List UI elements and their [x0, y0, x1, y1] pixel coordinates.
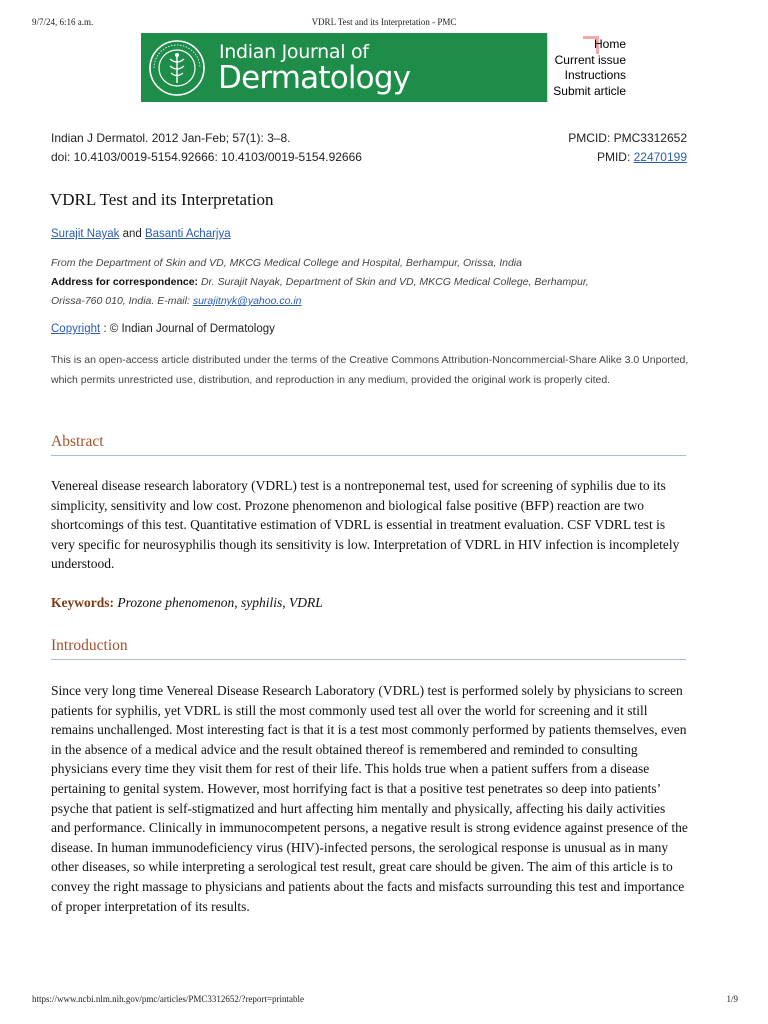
doi-line: [51, 150, 687, 164]
affiliation: From the Department of Skin and VD, MKCG Medical College and Hospital, Berhampur, Orissa, India: [51, 257, 522, 269]
journal-name-line2: Dermatology: [218, 60, 411, 96]
license-text: This is an open-access article distributed under the terms of the Creative Commons Attribution-Noncommercial-Share Alike 3.0 Unported, which permits unrestricted use, distribution, and reproduction in any medium, provided the original work is properly cited.: [51, 354, 689, 386]
print-datetime: 9/7/24, 6:16 a.m.: [32, 17, 94, 27]
copyright-text: : © Indian Journal of Dermatology: [100, 323, 275, 335]
print-url: https://www.ncbi.nlm.nih.gov/pmc/articles/PMC3312652/?report=printable: [32, 994, 304, 1004]
pmid-label: PMID:: [596, 150, 634, 164]
pmcid: PMCID: PMC3312652: [568, 131, 687, 145]
journal-seal-icon: [148, 39, 206, 97]
copyright-link[interactable]: Copyright: [51, 323, 101, 335]
keywords-line: [51, 595, 323, 611]
journal-nav: [547, 33, 627, 102]
nav-home-link[interactable]: Home: [593, 37, 626, 51]
correspondence: [51, 273, 671, 311]
introduction-text: Since very long time Venereal Disease Research Laboratory (VDRL) test is performed solely by physicians to screen patients for syphilis, yet VDRL is still the most commonly used test all over the world for screening and it still remains unchallenged. Most interesting fact is that it is a test most commonly performed by patients themselves, even in the absence of a medical advice and the result obtained thereof is remembered and reminded to consulting physicians every time they visit them for rest of their life. This holds true when a patient suffers from a disease pertaining to genital system. However, most horrifying fact is that a positive test penetrates so deep into patients’ psyche that patient is self-stigmatized and hurt affecting him mentally and physically, affecting his daily activities and performance. Clinically in immunocompetent persons, a negative result is strong evidence against presence of the disease. In human immunodeficiency virus (HIV)-infected persons, the serological response is unusual as in many other diseases, so while interpreting a serological test result, great care should be given. The aim of this article is to convey the right massage to physicians and patients about the facts and misfacts surrounding this test and importance of proper interpretation of its results.: [51, 683, 688, 914]
correspondence-line2: Orissa-760 010, India. E-mail:: [51, 295, 193, 307]
abstract-text: Venereal disease research laboratory (VDRL) test is a nontreponemal test, used for screening of syphilis due to its simplicity, sensitivity and low cost. Prozone phenomenon and biological false positive (BFP) reaction are two shortcomings of this test. Quantitative estimation of VDRL is essential in treatment evaluation. CSF VDRL test is very specific for neurosyphilis though its sensitivity is low. Interpretation of VDRL in HIV infection is incompletely understood.: [51, 478, 680, 572]
journal-banner: [141, 33, 627, 102]
keyword-vdrl: VDRL: [289, 595, 323, 610]
correspondence-label: Address for correspondence:: [51, 276, 199, 288]
keyword-prozone: Prozone phenomenon: [117, 595, 235, 610]
introduction-heading: Introduction: [51, 637, 686, 660]
copyright-line: [51, 323, 275, 335]
keyword-sep-2: ,: [282, 595, 289, 610]
nav-submit-article-link[interactable]: Submit article: [553, 83, 626, 98]
correspondence-line1: Dr. Surajit Nayak, Department of Skin and VD, MKCG Medical College, Berhampur,: [198, 276, 589, 288]
nav-instructions-link[interactable]: Instructions: [564, 68, 626, 83]
keyword-sep-1: ,: [234, 595, 241, 610]
author-separator: and: [119, 228, 145, 240]
journal-name-line1: Indian Journal of: [219, 41, 369, 63]
citation-line: [51, 131, 687, 145]
pmid: [597, 150, 687, 164]
journal-reference: Indian J Dermatol. 2012 Jan-Feb; 57(1): 3–8.: [51, 131, 291, 145]
keywords-label: Keywords:: [51, 595, 114, 610]
author-link-acharjya[interactable]: Basanti Acharjya: [144, 228, 231, 240]
pmid-link[interactable]: 22470199: [633, 150, 687, 164]
print-page-title: VDRL Test and its Interpretation - PMC: [311, 17, 457, 27]
keyword-syphilis: syphilis: [240, 595, 283, 610]
print-page-number: 1/9: [726, 994, 738, 1004]
doi: doi: 10.4103/0019-5154.92666: 10.4103/0019-5154.92666: [51, 150, 362, 164]
nav-current-issue-link[interactable]: Current issue: [554, 52, 626, 67]
article-title: VDRL Test and its Interpretation: [50, 190, 274, 209]
email-link[interactable]: surajitnyk@yahoo.co.in: [192, 295, 302, 307]
author-list: [51, 228, 231, 240]
author-link-nayak[interactable]: Surajit Nayak: [51, 228, 120, 240]
abstract-heading: Abstract: [51, 433, 686, 456]
